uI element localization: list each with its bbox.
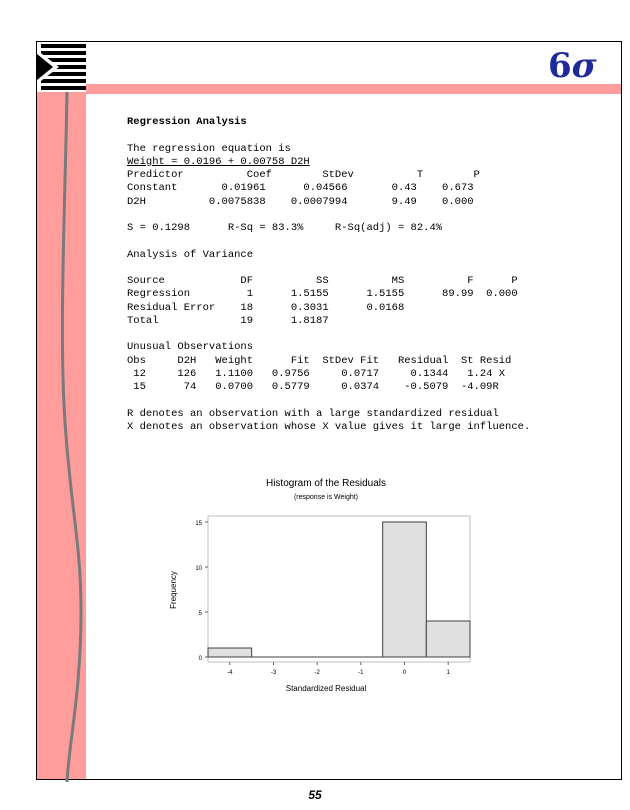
x-tick-label-0: -4	[227, 670, 233, 676]
y-tick-label-1: 5	[198, 611, 202, 617]
equation-intro: The regression equation is	[127, 142, 291, 155]
y-axis-label: Frequency	[169, 571, 178, 609]
unusual-observations-title: Unusual Observations	[127, 341, 254, 354]
regression-output	[127, 116, 530, 434]
unusual-table-header: Obs D2H Weight Fit StDev Fit Residual St Resid	[127, 354, 512, 367]
y-tick-label-0: 0	[198, 656, 202, 662]
chart-title: Histogram of the Residuals	[265, 478, 387, 489]
predictor-row: D2H 0.0075838 0.0007994 9.49 0.000	[127, 195, 474, 208]
histogram-bar-4	[383, 522, 427, 657]
y-tick-label-3: 15	[195, 521, 202, 527]
note-line: X denotes an observation whose X value gives it large influence.	[127, 420, 531, 433]
y-tick-label-2: 10	[195, 566, 202, 572]
decorative-header-band	[86, 84, 621, 94]
anova-row: Total 19 1.8187	[127, 314, 329, 327]
anova-row: Regression 1 1.5155 1.5155 89.99 0.000	[127, 288, 518, 301]
decorative-curve-line	[37, 92, 86, 782]
residual-histogram	[160, 470, 480, 700]
unusual-row: 15 74 0.0700 0.5779 0.0374 -0.5079 -4.09R	[127, 381, 499, 393]
anova-title: Analysis of Variance	[127, 248, 254, 261]
x-tick-label-2: -2	[314, 670, 320, 676]
striped-logo-icon	[37, 42, 86, 92]
predictor-row: Constant 0.01961 0.04566 0.43 0.673	[127, 182, 474, 195]
regression-equation: Weight = 0.0196 + 0.00758 D2H	[127, 155, 310, 168]
histogram-bar-0	[208, 648, 252, 657]
anova-table-header: Source DF SS MS F P	[127, 275, 518, 287]
anova-row: Residual Error 18 0.3031 0.0168	[127, 301, 405, 314]
x-tick-label-5: 1	[446, 670, 450, 676]
x-tick-label-4: 0	[402, 670, 407, 676]
unusual-row: 12 126 1.1100 0.9756 0.0717 0.1344 1.24 X	[127, 367, 506, 380]
predictor-table-header: Predictor Coef StDev T P	[127, 169, 480, 181]
x-tick-label-1: -3	[270, 670, 277, 676]
x-axis-label: Standardized Residual	[285, 684, 367, 693]
chart-subtitle: (response is Weight)	[293, 494, 359, 501]
x-tick-label-3: -1	[358, 670, 364, 676]
histogram-bar-5	[426, 621, 470, 657]
report-title: Regression Analysis	[127, 116, 247, 128]
note-line: R denotes an observation with a large standardized residual	[127, 407, 499, 420]
fit-statistics: S = 0.1298 R-Sq = 83.3% R-Sq(adj) = 82.4%	[127, 222, 443, 234]
page-number: 55	[308, 788, 322, 802]
six-sigma-logo-icon: 6σ	[548, 46, 597, 86]
